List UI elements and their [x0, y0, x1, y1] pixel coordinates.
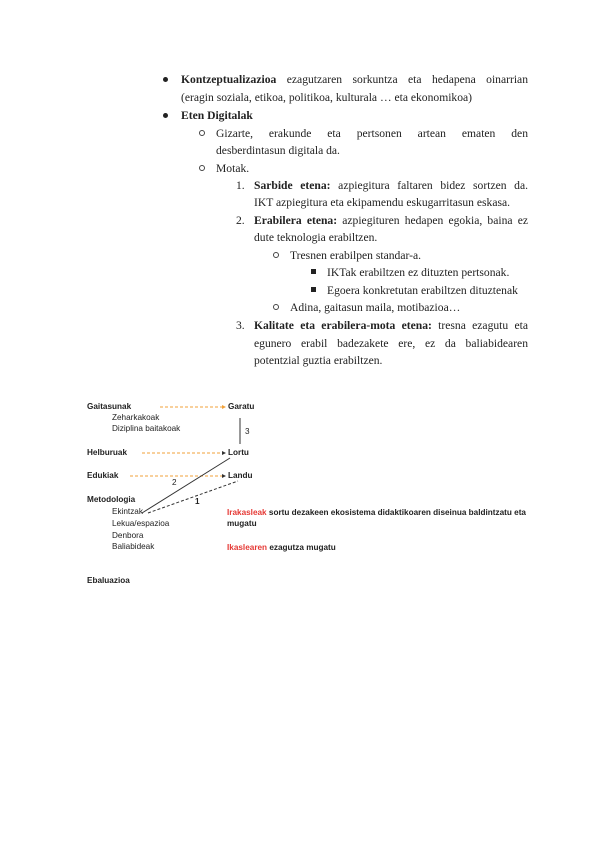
number-1: 1.: [236, 179, 245, 192]
kalitate-line1: Kalitate eta erabilera-mota etena: tresna ezagutu eta: [254, 319, 528, 332]
number-label-1: 1: [195, 497, 200, 506]
label-gaitasunak: Gaitasunak: [87, 402, 132, 411]
arrow-landu: [222, 474, 226, 478]
sarbide-line2: IKT azpiegitura eta ekipamendu eskugarritasun eskasa.: [254, 196, 511, 209]
erabilera-line1: Erabilera etena: azpiegituren hedapen egokia, baina ez: [254, 214, 528, 227]
line-1-dashed: [148, 481, 238, 513]
kalitate-line3: potentzial guztia erabiltzen.: [254, 354, 383, 367]
egoera-label: Egoera konkretutan erabiltzen dituztenak: [327, 284, 518, 297]
item-eten-digitalak: Eten Digitalak: [181, 109, 253, 122]
line-2-diagonal: [142, 458, 230, 513]
motak-label: Motak.: [216, 162, 250, 175]
label-ebaluazioa: Ebaluazioa: [87, 576, 130, 585]
label-ekintzak: Ekintzak: [112, 507, 143, 516]
label-edukiak: Edukiak: [87, 471, 119, 480]
arrow-garatu: [222, 405, 226, 409]
term-kontzeptualizazioa: Kontzeptualizazioa: [181, 73, 277, 86]
label-landu: Landu: [228, 471, 253, 480]
gizarte-line2: desberdintasun digitala da.: [216, 144, 340, 157]
gizarte-line1: Gizarte, erakunde eta pertsonen artean ematen den: [216, 127, 528, 140]
label-diziplina: Diziplina baitakoak: [112, 424, 181, 433]
label-baliabideak: Baliabideak: [112, 542, 155, 551]
item-kontzeptualizazioa-line2: (eragin soziala, etikoa, politikoa, kulturala … eta ekonomikoa): [181, 91, 473, 104]
label-metodologia: Metodologia: [87, 495, 136, 504]
arrow-lortu: [222, 451, 226, 455]
tresnen-label: Tresnen erabilpen standar-a.: [290, 249, 422, 262]
note-irakasleak: Irakasleak sortu dezakeen ekosistema didaktikoaren diseinua baldintzatu eta: [227, 508, 526, 517]
iktak-label: IKTak erabiltzen ez dituzten pertsonak.: [327, 266, 510, 279]
number-2: 2.: [236, 214, 245, 227]
label-helburuak: Helburuak: [87, 448, 128, 457]
number-3: 3.: [236, 319, 245, 332]
sarbide-line1: Sarbide etena: azpiegitura faltaren bidez sortzen da.: [254, 179, 528, 192]
label-garatu: Garatu: [228, 402, 255, 411]
kalitate-line2: egunero erabil badezakete ere, ez da baliabidearen: [254, 337, 528, 350]
label-lekua: Lekua/espazioa: [112, 519, 170, 528]
erabilera-line2: dute teknologia erabiltzen.: [254, 231, 378, 244]
label-denbora: Denbora: [112, 531, 144, 540]
note-ikaslearen: Ikaslearen ezagutza mugatu: [227, 543, 336, 552]
note-irakasleak-line2: mugatu: [227, 519, 257, 528]
label-lortu: Lortu: [228, 448, 249, 457]
number-label-2: 2: [172, 478, 177, 487]
label-zeharkakoak: Zeharkakoak: [112, 413, 160, 422]
number-label-3: 3: [245, 427, 250, 436]
adina-label: Adina, gaitasun maila, motibazioa…: [290, 301, 461, 314]
item-kontzeptualizazioa: Kontzeptualizazioa ezagutzaren sorkuntza eta hedapena oinarrian: [181, 73, 528, 86]
